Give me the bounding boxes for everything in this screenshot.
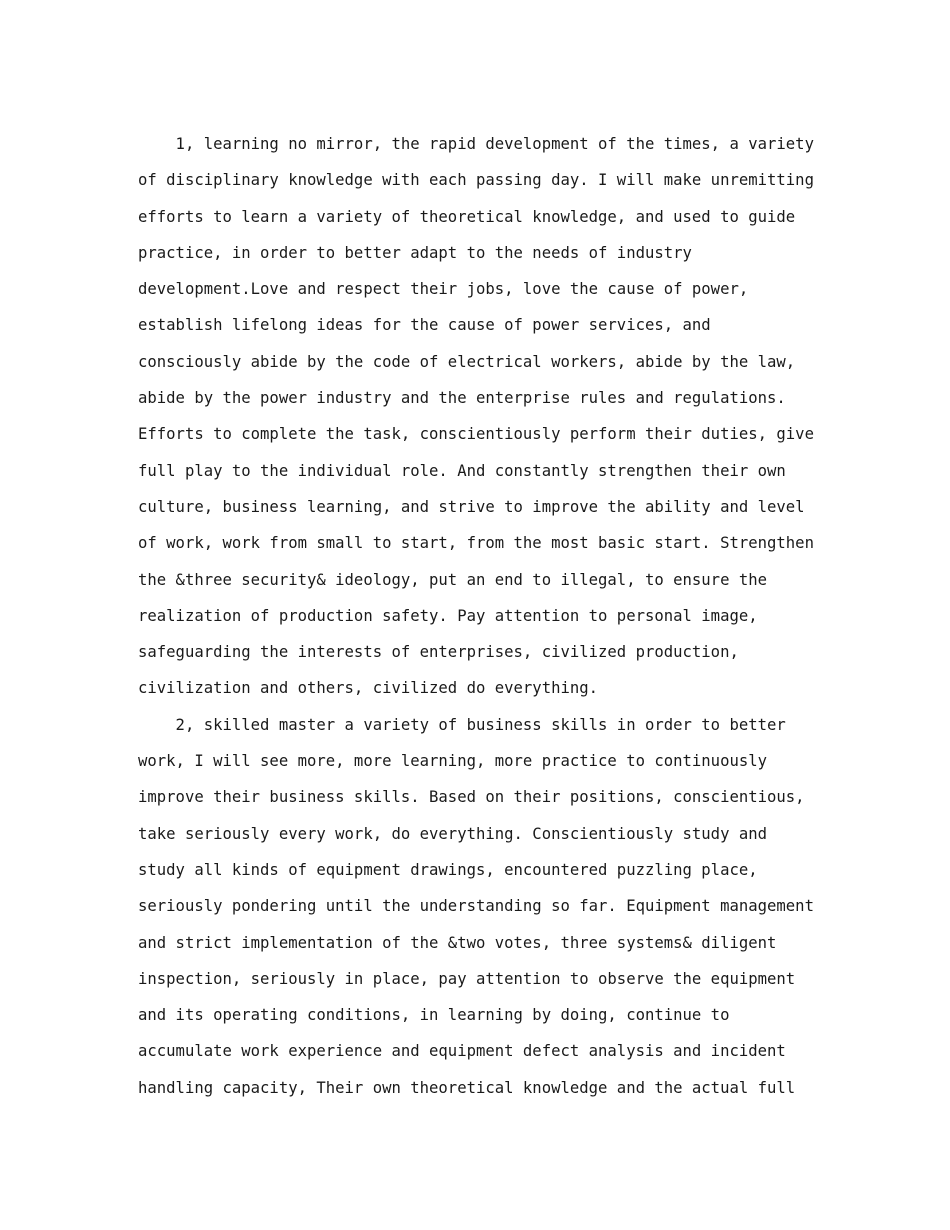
text-line: Efforts to complete the task, conscientiously perform their duties, give (138, 425, 814, 444)
text-line: realization of production safety. Pay attention to personal image, (138, 606, 758, 625)
text-line: seriously pondering until the understanding so far. Equipment management (138, 897, 814, 916)
text-line: and strict implementation of the &two votes, three systems& diligent (138, 933, 777, 952)
text-line: development.Love and respect their jobs, love the cause of power, (138, 280, 749, 299)
text-line: and its operating conditions, in learning by doing, continue to (138, 1006, 730, 1025)
text-line: inspection, seriously in place, pay attention to observe the equipment (138, 969, 796, 988)
text-line: improve their business skills. Based on their positions, conscientious, (138, 788, 805, 807)
text-line: abide by the power industry and the enterprise rules and regulations. (138, 389, 786, 408)
text-line: accumulate work experience and equipment defect analysis and incident (138, 1042, 786, 1061)
text-line: of disciplinary knowledge with each passing day. I will make unremitting (138, 171, 814, 190)
text-line: 2, skilled master a variety of business skills in order to better (138, 715, 786, 734)
text-line: work, I will see more, more learning, more practice to continuously (138, 752, 768, 771)
text-line: of work, work from small to start, from the most basic start. Strengthen (138, 534, 814, 553)
text-line: efforts to learn a variety of theoretical knowledge, and used to guide (138, 207, 796, 226)
text-line: safeguarding the interests of enterprises, civilized production, (138, 643, 739, 662)
document-body (138, 126, 816, 1106)
text-line: civilization and others, civilized do everything. (138, 679, 599, 698)
text-line: the &three security& ideology, put an end to illegal, to ensure the (138, 570, 768, 589)
paragraph-1 (138, 126, 816, 707)
text-line: take seriously every work, do everything. Conscientiously study and (138, 824, 768, 843)
text-line: study all kinds of equipment drawings, encountered puzzling place, (138, 860, 758, 879)
text-line: full play to the individual role. And constantly strengthen their own (138, 461, 786, 480)
text-line: culture, business learning, and strive to improve the ability and level (138, 497, 805, 516)
text-line: establish lifelong ideas for the cause of power services, and (138, 316, 711, 335)
text-line: 1, learning no mirror, the rapid development of the times, a variety (138, 135, 814, 153)
text-line: consciously abide by the code of electrical workers, abide by the law, (138, 352, 796, 371)
paragraph-2 (138, 707, 816, 1106)
text-line: handling capacity, Their own theoretical knowledge and the actual full (138, 1078, 796, 1097)
text-line: practice, in order to better adapt to the needs of industry (138, 243, 692, 262)
